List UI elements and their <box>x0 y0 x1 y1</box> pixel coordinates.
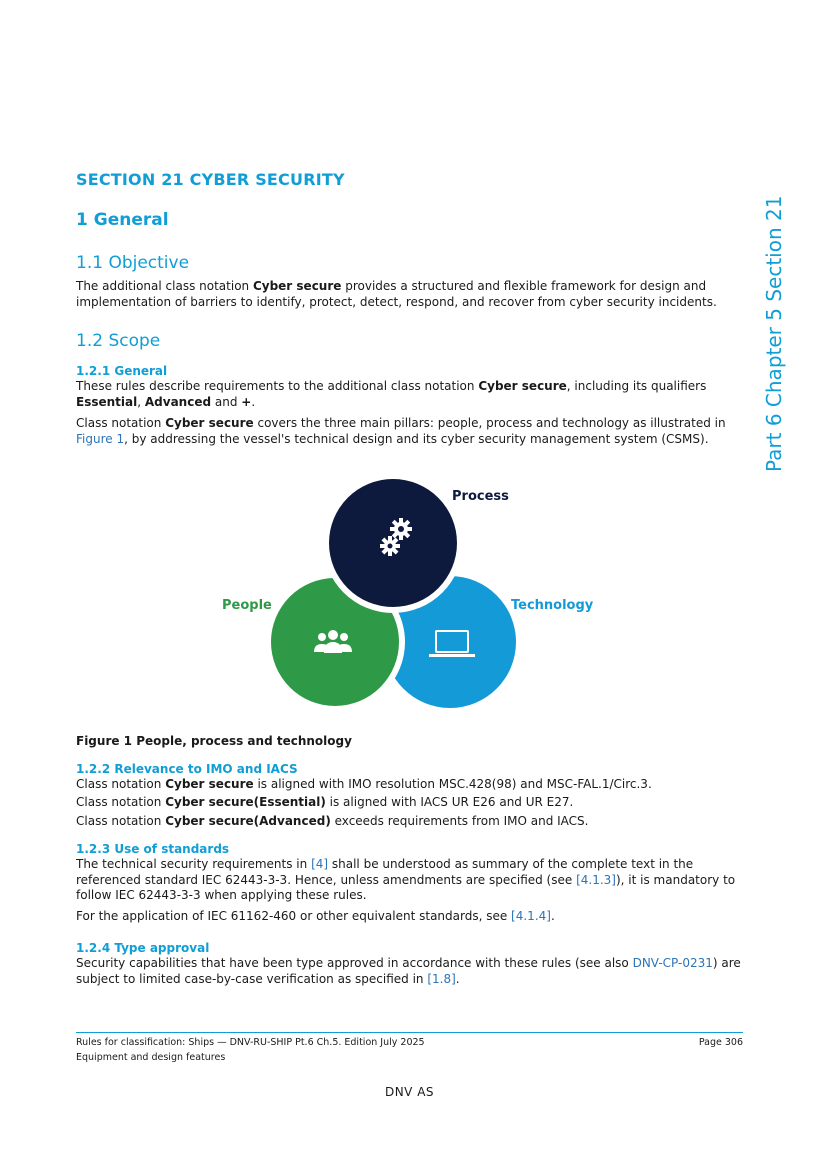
paragraph-1-2-1-b: Class notation Cyber secure covers the three main pillars: people, process and technology as illustrated in Figure 1, by addressing the vessel's technical design and its cyber security management system (CSMS). <box>76 416 726 446</box>
technology-label: Technology <box>511 598 594 613</box>
ref-4-link[interactable]: [4] <box>311 857 329 871</box>
footer-subtitle: Equipment and design features <box>76 1052 226 1063</box>
objective-paragraph: The additional class notation Cyber secure provides a structured and flexible framework for design and implementation of barriers to identify, protect, detect, respond, and recover from cyber security incidents. <box>76 279 717 309</box>
dnv-cp-0231-link[interactable]: DNV-CP-0231 <box>632 956 713 970</box>
paragraph-1-2-2-b: Class notation Cyber secure(Essential) is aligned with IACS UR E26 and UR E27. <box>76 795 574 809</box>
paragraph-1-2-1-a: These rules describe requirements to the additional class notation Cyber secure, including its qualifiers Essential, Advanced and +. <box>76 379 707 409</box>
heading-general: 1 General <box>76 210 169 230</box>
ref-1-8-link[interactable]: [1.8] <box>427 971 456 986</box>
ref-4-1-3-link[interactable]: [4.1.3] <box>576 872 616 887</box>
paragraph-1-2-2-a: Class notation Cyber secure is aligned with IMO resolution MSC.428(98) and MSC-FAL.1/Circ.3. <box>76 777 652 791</box>
people-label: People <box>222 598 272 613</box>
paragraph-1-2-3-b: For the application of IEC 61162-460 or other equivalent standards, see [4.1.4]. <box>76 909 555 923</box>
side-chapter-title: Part 6 Chapter 5 Section 21 <box>762 195 786 472</box>
heading-1-2-1: 1.2.1 General <box>76 364 168 378</box>
footer-page-number: Page 306 <box>698 1037 743 1048</box>
heading-objective: 1.1 Objective <box>76 253 190 273</box>
figure-1-link[interactable]: Figure 1 <box>76 431 125 446</box>
ref-4-1-4-link[interactable]: [4.1.4] <box>511 909 551 923</box>
paragraph-1-2-3-a: The technical security requirements in [4] shall be understood as summary of the complete text in the referenced standard IEC 62443-3-3. Hence, unless amendments are specified (see [4.1.3]), it is mandatory to follow IEC 62443-3-3 when applying these rules. <box>76 857 736 902</box>
heading-1-2-2: 1.2.2 Relevance to IMO and IACS <box>76 762 298 776</box>
paragraph-1-2-2-c: Class notation Cyber secure(Advanced) exceeds requirements from IMO and IACS. <box>76 814 589 828</box>
figure-caption: Figure 1 People, process and technology <box>76 734 352 748</box>
heading-1-2-3: 1.2.3 Use of standards <box>76 842 230 856</box>
people-process-technology-figure <box>200 470 620 715</box>
section-title: SECTION 21 CYBER SECURITY <box>76 170 345 189</box>
process-label: Process <box>452 489 509 504</box>
footer-company: DNV AS <box>384 1085 435 1099</box>
paragraph-1-2-4: Security capabilities that have been type approved in accordance with these rules (see also DNV-CP-0231) are subject to limited case-by-case verification as specified in [1.8]. <box>76 956 741 986</box>
footer-rules: Rules for classification: Ships — DNV-RU-SHIP Pt.6 Ch.5. Edition July 2025 <box>76 1037 425 1048</box>
heading-scope: 1.2 Scope <box>76 331 161 351</box>
footer-divider <box>76 1032 743 1033</box>
heading-1-2-4: 1.2.4 Type approval <box>76 941 210 955</box>
